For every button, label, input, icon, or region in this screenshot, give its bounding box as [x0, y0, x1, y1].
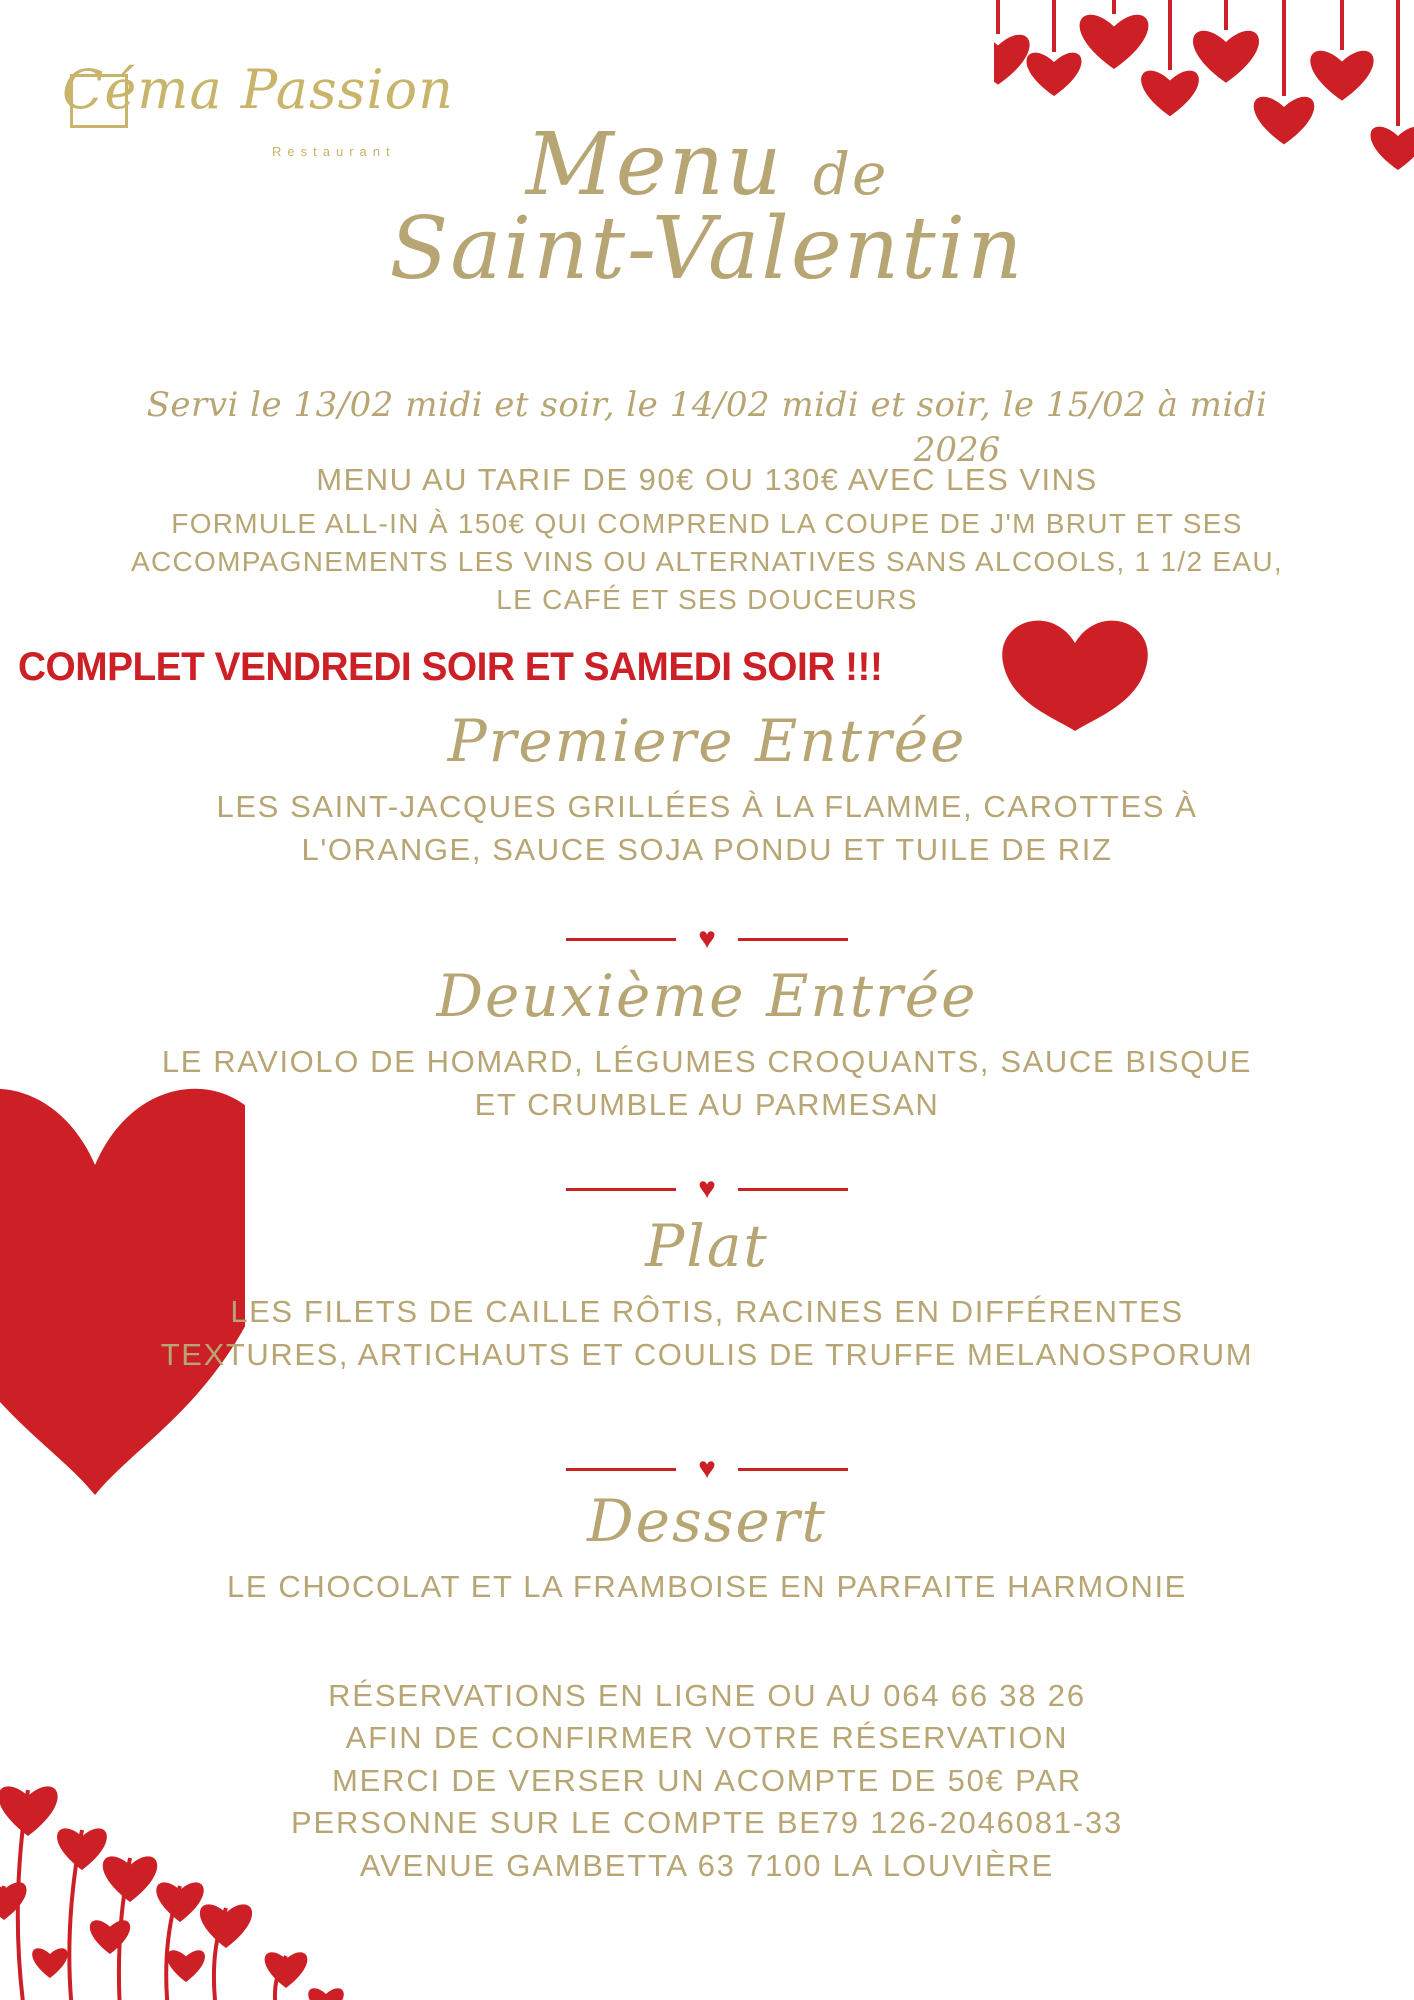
- separator-bar-left: [566, 1468, 676, 1471]
- course-title: Plat: [645, 1212, 769, 1280]
- course-second-starter: [0, 962, 1414, 1126]
- course-dessert: [0, 1487, 1414, 1609]
- title-line-1: [0, 115, 1414, 215]
- reservation-confirm-line: AFIN DE CONFIRMER VOTRE RÉSERVATION: [345, 1720, 1069, 1756]
- separator-bar-right: [738, 938, 848, 941]
- course-main: [0, 1212, 1414, 1376]
- formula-line-1: FORMULE ALL-IN À 150€ QUI COMPREND LA COUPE DE J'M BRUT ET SES: [171, 508, 1243, 539]
- course-title: Premiere Entrée: [447, 707, 967, 775]
- course-description: LES SAINT-JACQUES GRILLÉES À LA FLAMME, CAROTTES À L'ORANGE, SAUCE SOJA PONDU ET TUILE DE RIZ: [216, 788, 1198, 867]
- deposit-line: MERCI DE VERSER UN ACOMPTE DE 50€ PAR: [332, 1762, 1082, 1798]
- price-line: MENU AU TARIF DE 90€ OU 130€ AVEC LES VINS: [316, 462, 1098, 497]
- course-separator: [0, 922, 1414, 955]
- title-de-word: de: [812, 140, 889, 208]
- service-dates: Servi le 13/02 midi et soir, le 14/02 midi et soir, le 15/02 à midi: [146, 385, 1268, 425]
- logo-name: Céma Passion: [62, 58, 454, 121]
- sold-out-notice: COMPLET VENDREDI SOIR ET SAMEDI SOIR !!!: [18, 645, 883, 689]
- reservation-info: [0, 1675, 1414, 1887]
- course-description: LES FILETS DE CAILLE RÔTIS, RACINES EN DIFFÉRENTES TEXTURES, ARTICHAUTS ET COULIS DE TRUFFE MELANOSPORUM: [160, 1293, 1254, 1372]
- page-title: [0, 115, 1414, 300]
- separator-bar-left: [566, 938, 676, 941]
- logo-subtitle: Restaurant: [272, 144, 396, 159]
- formula-block: [60, 505, 1354, 618]
- separator-bar-right: [738, 1468, 848, 1471]
- separator-heart-icon: ♥: [698, 1172, 716, 1205]
- course-title: Deuxième Entrée: [436, 962, 978, 1030]
- course-title: Dessert: [587, 1487, 827, 1555]
- separator-heart-icon: ♥: [698, 922, 716, 955]
- formula-line-2: ACCOMPAGNEMENTS LES VINS OU ALTERNATIVES SANS ALCOOLS, 1 1/2 EAU,: [131, 545, 1283, 577]
- title-line-2: Saint-Valentin: [389, 199, 1025, 300]
- course-description: LE CHOCOLAT ET LA FRAMBOISE EN PARFAITE HARMONIE: [227, 1568, 1187, 1604]
- service-year: 2026: [913, 430, 1001, 470]
- separator-bar-right: [738, 1188, 848, 1191]
- course-separator: [0, 1172, 1414, 1205]
- bank-account-line: PERSONNE SUR LE COMPTE BE79 126-2046081-33: [291, 1805, 1123, 1841]
- address-line: AVENUE GAMBETTA 63 7100 LA LOUVIÈRE: [359, 1847, 1055, 1883]
- formula-line-3: LE CAFÉ ET SES DOUCEURS: [496, 583, 918, 615]
- course-first-starter: [0, 707, 1414, 871]
- course-separator: [0, 1452, 1414, 1485]
- course-description: LE RAVIOLO DE HOMARD, LÉGUMES CROQUANTS, SAUCE BISQUE ET CRUMBLE AU PARMESAN: [161, 1043, 1253, 1122]
- separator-bar-left: [566, 1188, 676, 1191]
- reservation-phone-line: RÉSERVATIONS EN LIGNE OU AU 064 66 38 26: [328, 1678, 1086, 1713]
- separator-heart-icon: ♥: [698, 1452, 716, 1485]
- title-menu-word: Menu: [525, 115, 784, 215]
